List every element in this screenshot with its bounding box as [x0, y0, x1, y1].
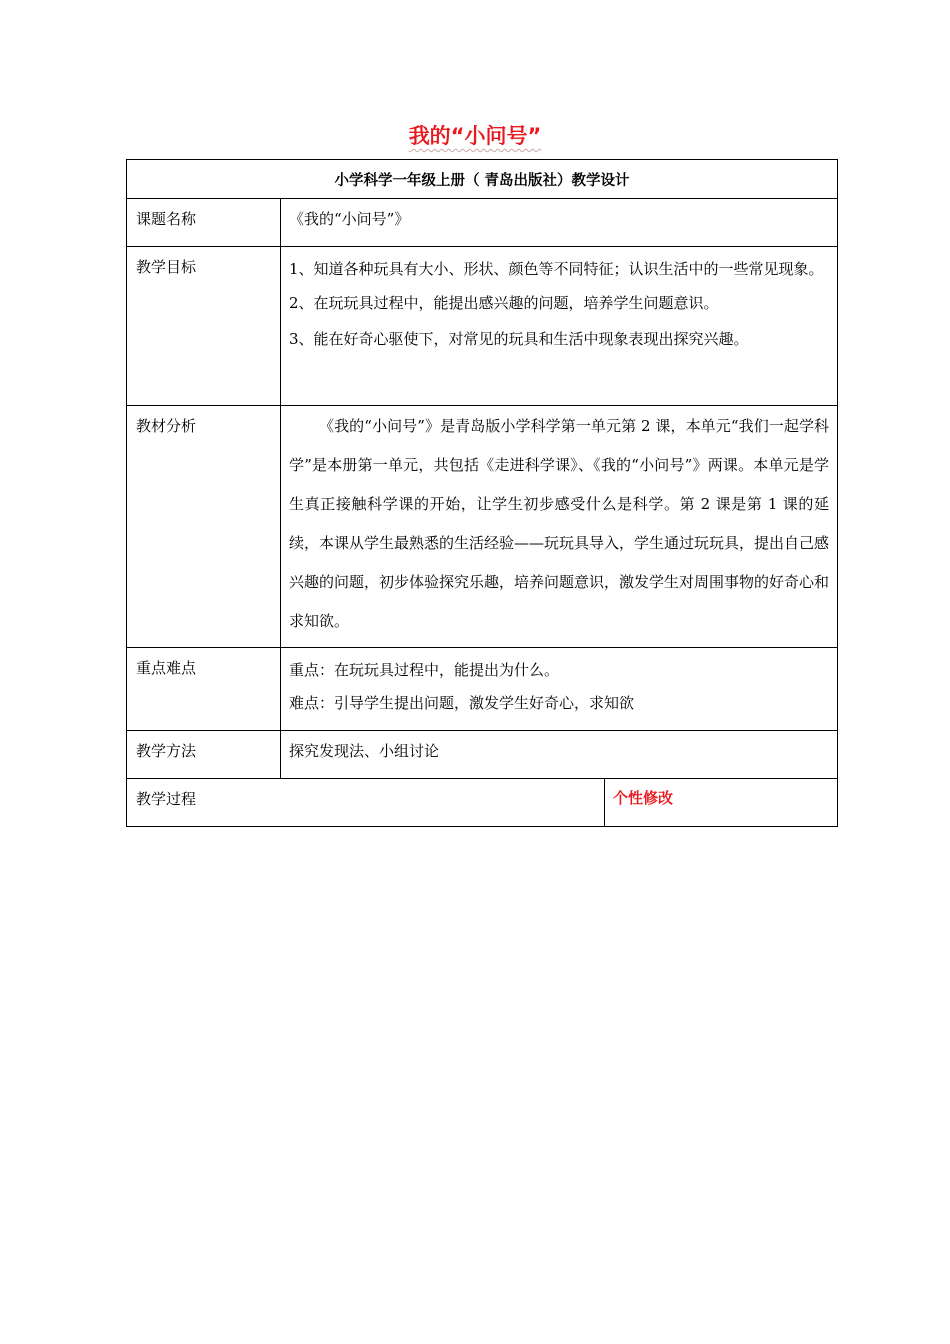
key-points-content [281, 648, 838, 731]
method-label: 教学方法 [127, 731, 281, 779]
goal-item: 2、在玩玩具过程中，能提出感兴趣的问题，培养学生问题意识。 [289, 294, 719, 312]
document-title-text: 我的“小问号” [408, 124, 542, 148]
analysis-content [281, 406, 838, 648]
goals-content [281, 247, 838, 406]
table-row [127, 648, 838, 731]
analysis-label: 教材分析 [127, 406, 281, 648]
table-row [127, 779, 838, 827]
goals-label: 教学目标 [127, 247, 281, 406]
lesson-name-value: 《我的“小问号”》 [281, 199, 838, 247]
key-point-item: 难点：引导学生提出问题，激发学生好奇心，求知欲 [289, 694, 635, 712]
key-point-item: 重点：在玩玩具过程中，能提出为什么。 [289, 661, 560, 679]
table-row [127, 731, 838, 779]
table-header: 小学科学一年级上册（ 青岛出版社）教学设计 [127, 160, 838, 199]
method-value: 探究发现法、小组讨论 [281, 731, 838, 779]
goal-item: 3、能在好奇心驱使下，对常见的玩具和生活中现象表现出探究兴趣。 [289, 330, 749, 348]
table-row [127, 406, 838, 648]
process-label: 教学过程 [127, 779, 605, 827]
edit-label: 个性修改 [605, 779, 838, 827]
lesson-plan-table [126, 159, 838, 827]
analysis-text: 《我的“小问号”》是青岛版小学科学第一单元第 2 课，本单元“我们一起学科学”是本册第一单元，共包括《走进科学课》、《我的“小问号”》两课。本单元是学生真正接触科学课的开始，让学生初步感受什么是科学。第 2 课是第 1 课的延续，本课从学生最熟悉的生活经验——玩玩具导入，学生通过玩玩具，提出自己感兴趣的问题，初步体验探究乐趣，培养问题意识，激发学生对周围事物的好奇心和求知欲。 [289, 417, 830, 630]
document-title [0, 120, 950, 150]
table-row [127, 199, 838, 247]
lesson-name-label: 课题名称 [127, 199, 281, 247]
table-row [127, 247, 838, 406]
goal-item: 1、知道各种玩具有大小、形状、颜色等不同特征；认识生活中的一些常见现象。 [289, 260, 824, 278]
key-points-label: 重点难点 [127, 648, 281, 731]
